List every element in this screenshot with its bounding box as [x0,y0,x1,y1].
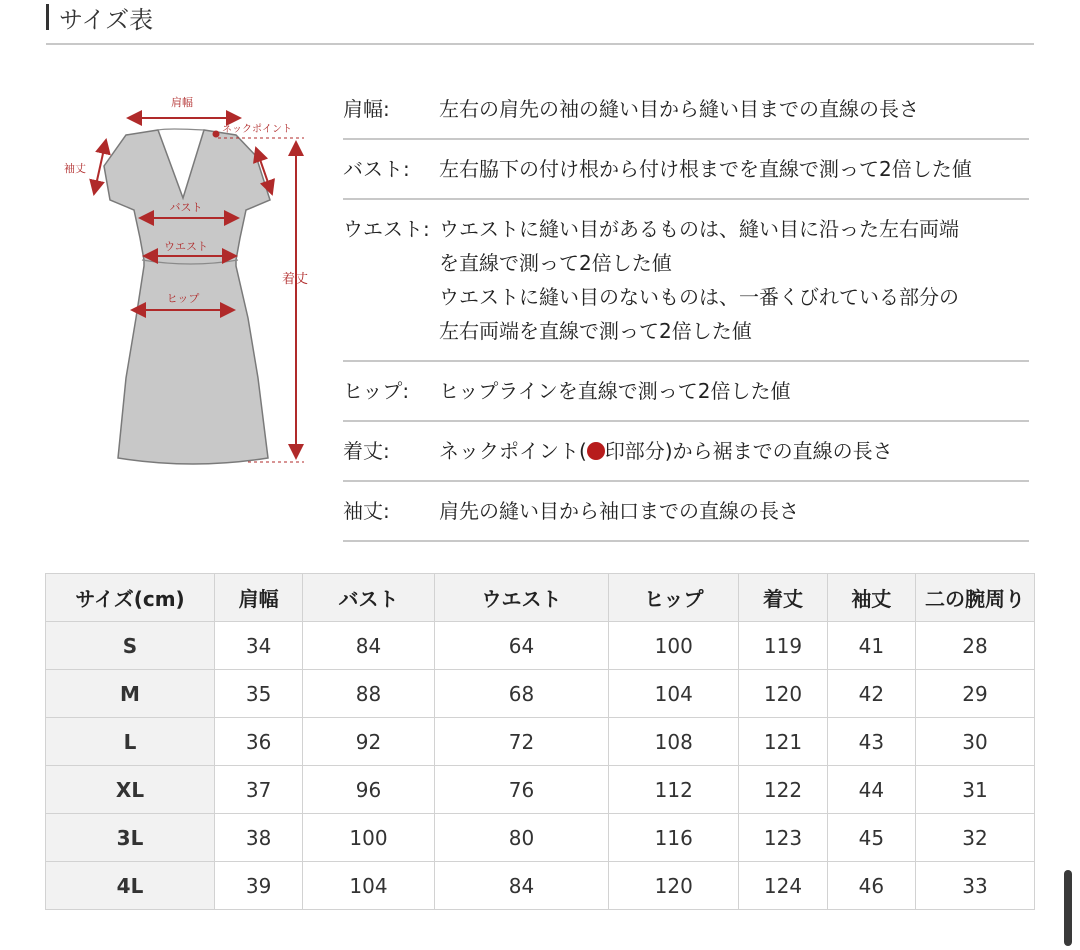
table-cell: 41 [827,622,915,670]
scrollbar-thumb[interactable] [1064,870,1072,946]
table-cell: 112 [609,766,739,814]
table-header-cell: バスト [303,574,434,622]
neck-point-label: ネックポイント [222,124,292,135]
table-cell: 72 [434,718,608,766]
table-header-cell: 二の腕周り [916,574,1035,622]
table-row [46,766,1035,814]
definition-description [439,374,1029,408]
title-accent-bar [46,4,49,30]
table-cell: 124 [739,862,827,910]
table-cell: 104 [303,862,434,910]
definition-line: ウエストに縫い目があるものは、縫い目に沿った左右両端 [439,217,959,241]
definition-line: 左右両端を直線で測って2倍した値 [439,319,752,343]
definition-line: ウエストに縫い目のないものは、一番くびれている部分の [439,285,959,309]
size-label-cell: M [46,670,215,718]
definition-description [439,212,1029,348]
table-cell: 100 [303,814,434,862]
shoulder-label: 肩幅 [171,96,193,109]
table-row [46,862,1035,910]
table-row [46,814,1035,862]
definition-line: 肩先の縫い目から袖口までの直線の長さ [439,499,799,523]
red-dot-icon [587,442,605,460]
bust-label: バスト [169,201,203,214]
page-title: サイズ表 [59,5,154,34]
hip-label: ヒップ [166,292,200,305]
definition-line: ヒップラインを直線で測って2倍した値 [439,379,791,403]
table-cell: 31 [916,766,1035,814]
table-cell: 30 [916,718,1035,766]
table-cell: 84 [434,862,608,910]
definition-row-waist [343,200,1029,362]
table-cell: 119 [739,622,827,670]
table-cell: 34 [215,622,303,670]
definition-text-before-dot: ネックポイント( [439,439,587,463]
table-header-cell: ヒップ [609,574,739,622]
table-cell: 116 [609,814,739,862]
table-cell: 36 [215,718,303,766]
size-table [45,573,1035,910]
table-row [46,718,1035,766]
table-cell: 43 [827,718,915,766]
table-cell: 42 [827,670,915,718]
definition-term: 袖丈: [343,499,390,523]
definition-line: 左右脇下の付け根から付け根までを直線で測って2倍した値 [439,157,972,181]
definition-term: ヒップ: [343,379,410,403]
table-cell: 80 [434,814,608,862]
size-label-cell: L [46,718,215,766]
dress-measurement-diagram [58,88,328,478]
table-cell: 32 [916,814,1035,862]
definition-description [439,92,1029,126]
title-bar [46,0,153,34]
table-cell: 46 [827,862,915,910]
table-cell: 123 [739,814,827,862]
definition-row-length [343,422,1029,482]
table-header-cell: ウエスト [434,574,608,622]
table-cell: 88 [303,670,434,718]
measurement-definitions [343,80,1029,542]
table-cell: 100 [609,622,739,670]
dress-diagram-svg [58,88,328,478]
definition-description [439,434,1029,468]
table-cell: 121 [739,718,827,766]
table-row [46,622,1035,670]
table-header-cell: 着丈 [739,574,827,622]
neck-point-dot [213,131,220,138]
neckline [158,129,204,130]
definition-row-shoulder [343,80,1029,140]
table-cell: 37 [215,766,303,814]
definition-text-after-dot: 印部分)から裾までの直線の長さ [604,439,893,463]
length-label: 着丈 [282,272,309,287]
table-cell: 35 [215,670,303,718]
table-cell: 64 [434,622,608,670]
definition-term: バスト: [343,157,410,181]
size-label-cell: S [46,622,215,670]
table-cell: 29 [916,670,1035,718]
definition-description [439,494,1029,528]
table-cell: 68 [434,670,608,718]
table-cell: 96 [303,766,434,814]
size-label-cell: XL [46,766,215,814]
table-header-row [46,574,1035,622]
definition-row-bust [343,140,1029,200]
table-cell: 92 [303,718,434,766]
definition-term: 肩幅: [343,97,390,121]
table-header-cell: 肩幅 [215,574,303,622]
table-cell: 76 [434,766,608,814]
definition-description [439,152,1029,186]
table-cell: 84 [303,622,434,670]
table-cell: 104 [609,670,739,718]
table-cell: 120 [609,862,739,910]
definition-term: ウエスト: [343,217,430,241]
table-cell: 122 [739,766,827,814]
definition-row-hip [343,362,1029,422]
table-row [46,670,1035,718]
definition-line: を直線で測って2倍した値 [439,251,672,275]
title-divider [46,43,1034,45]
table-cell: 39 [215,862,303,910]
waist-label: ウエスト [164,240,208,253]
definition-line: 左右の肩先の袖の縫い目から縫い目までの直線の長さ [439,97,919,121]
table-cell: 28 [916,622,1035,670]
table-cell: 108 [609,718,739,766]
definition-term: 着丈: [343,439,390,463]
table-cell: 33 [916,862,1035,910]
table-cell: 44 [827,766,915,814]
table-header-cell: サイズ(cm) [46,574,215,622]
table-header-cell: 袖丈 [827,574,915,622]
table-cell: 38 [215,814,303,862]
size-label-cell: 3L [46,814,215,862]
table-cell: 45 [827,814,915,862]
table-cell: 120 [739,670,827,718]
sleeve-label: 袖丈 [64,162,86,175]
size-label-cell: 4L [46,862,215,910]
definition-row-sleeve [343,482,1029,542]
